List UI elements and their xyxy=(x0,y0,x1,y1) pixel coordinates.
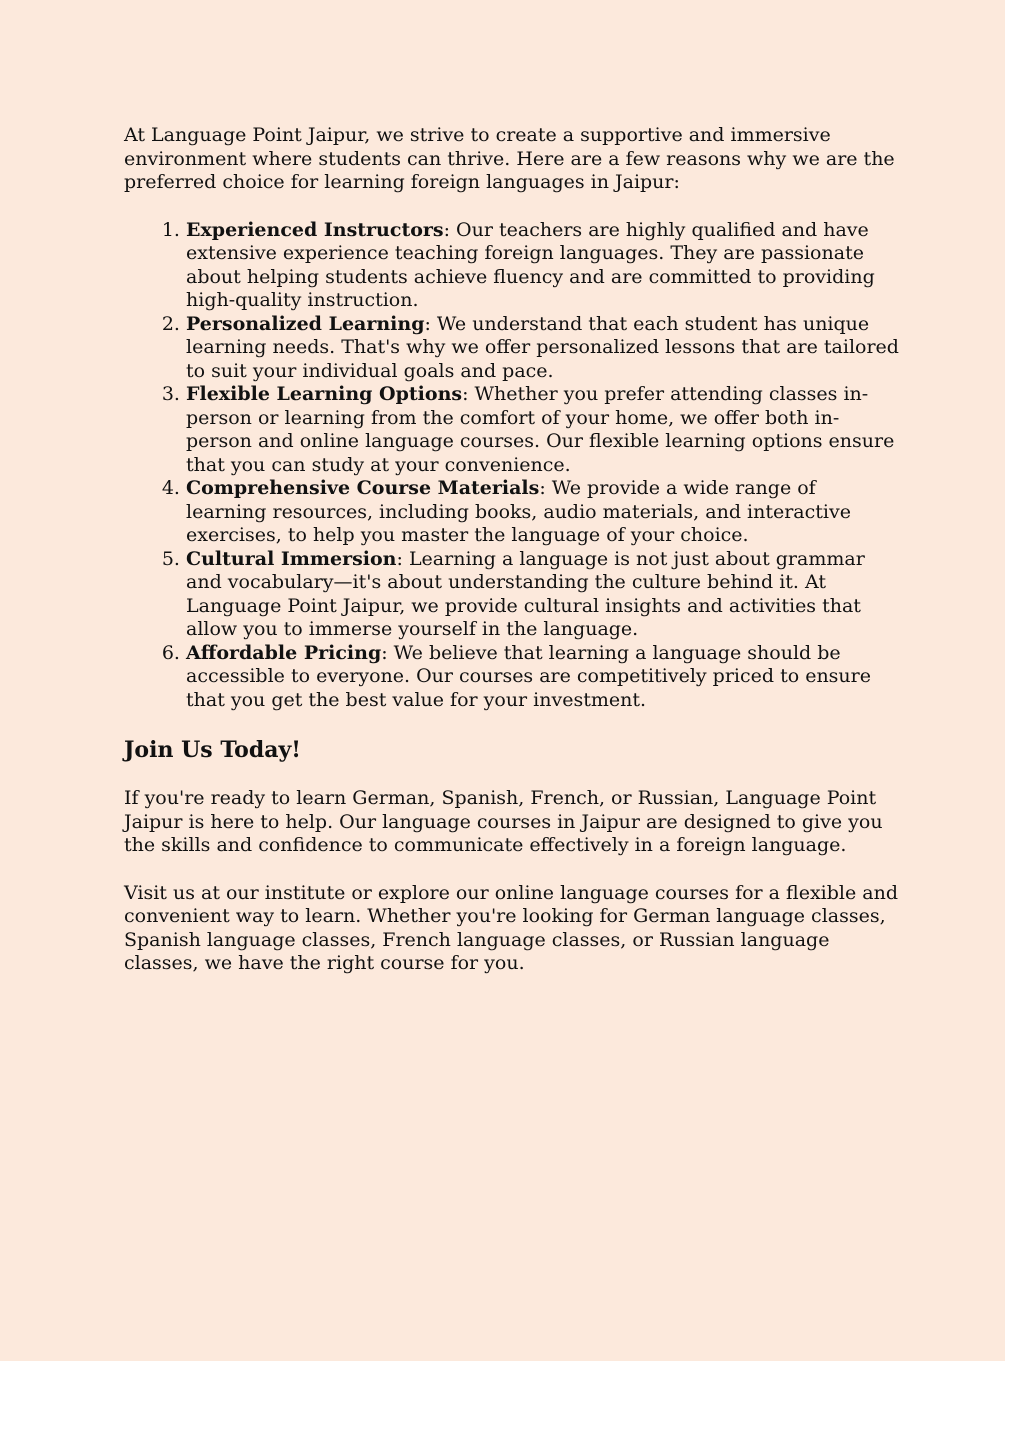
reasons-list xyxy=(124,219,899,713)
list-item xyxy=(186,477,899,548)
list-item xyxy=(186,548,899,642)
list-item xyxy=(186,219,899,313)
list-item xyxy=(186,642,899,713)
list-item-text: : We understand that each student has unique learning needs. That's why we offer personalized lessons that are tailored to suit your individual goals and pace. xyxy=(186,312,899,382)
visit-paragraph: Visit us at our institute or explore our online language courses for a flexible and convenient way to learn. Whether you're looking for German language classes, Spanish language classes, French language classes, or Russian language classes, we have the right course for you. xyxy=(124,881,898,974)
list-item-title: Flexible Learning Options xyxy=(186,383,463,405)
join-heading: Join Us Today! xyxy=(124,737,301,763)
list-item-text: : Whether you prefer attending classes in-person or learning from the comfort of your home, we offer both in-person and online language courses. Our flexible learning options ensure that you can study at your convenience. xyxy=(186,383,895,476)
list-item-text: : We provide a wide range of learning resources, including books, audio materials, and interactive exercises, to help you master the language of your choice. xyxy=(186,477,851,546)
list-item-text: : We believe that learning a language should be accessible to everyone. Our courses are competitively priced to ensure that you get the best value for your investment. xyxy=(186,641,871,711)
list-item-title: Cultural Immersion xyxy=(186,547,397,570)
list-item xyxy=(186,383,899,477)
list-item-title: Personalized Learning xyxy=(186,312,425,335)
join-paragraph: If you're ready to learn German, Spanish, French, or Russian, Language Point Jaipur is here to help. Our language courses in Jaipur are designed to give you the skills and confidence to communicate effectively in a foreign language. xyxy=(124,787,883,856)
list-item xyxy=(186,313,899,384)
list-item-title: Affordable Pricing xyxy=(186,641,382,664)
document-content xyxy=(124,124,899,976)
list-item-text: : Learning a language is not just about grammar and vocabulary—it's about understanding the culture behind it. At Language Point Jaipur, we provide cultural insights and activities that allow you to immerse yourself in the language. xyxy=(186,547,865,640)
intro-paragraph: At Language Point Jaipur, we strive to create a supportive and immersive environment where students can thrive. Here are a few reasons why we are the preferred choice for learning foreign languages in Jaipur: xyxy=(124,124,895,193)
list-item-title: Comprehensive Course Materials xyxy=(186,477,540,499)
list-item-text: : Our teachers are highly qualified and have extensive experience teaching foreign languages. They are passionate about helping students achieve fluency and are committed to providing high-quality instruction. xyxy=(186,218,875,311)
list-item-title: Experienced Instructors xyxy=(186,218,444,241)
